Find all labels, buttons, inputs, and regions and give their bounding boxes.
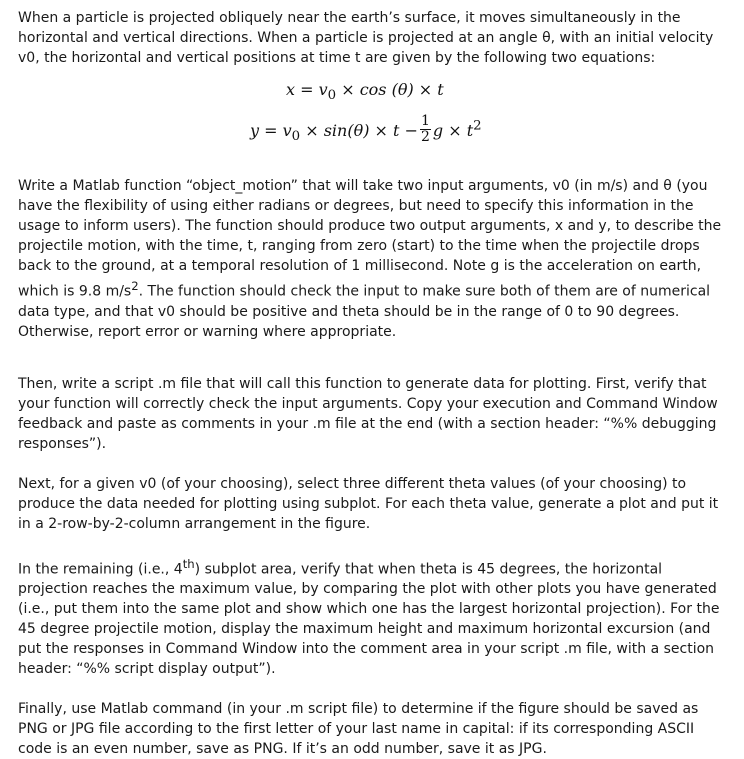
function-paragraph-text-before: Write a Matlab function “object_motion” that will take two input arguments, v0 (in m/s) and θ (you have the flexibility of using either radians or degrees, but need to specify this information in the usage to inform users). The function should produce two output arguments, x and y, to describe the projectile motion, with the time, t, ranging from zero (start) to the time when the projectile drops back to the ground, at a temporal resolution of 1 millisecond. Note g is the acceleration on earth, which is 9.8 m/s	[18, 178, 722, 300]
intro-paragraph: When a particle is projected obliquely near the earth’s surface, it moves simultaneously in the horizontal and vertical directions. When a particle is projected at an angle θ, with an initial velocity v0, the horizontal and vertical positions at time t are given by the following two equations:	[18, 10, 714, 66]
equation-y-lhs: y = v	[250, 121, 292, 140]
equation-x-subscript: 0	[327, 88, 337, 104]
function-paragraph-text-after: . The function should check the input to make sure both of them are of numerical data type, and that v0 should be positive and theta should be in the range of 0 to 90 degrees. Otherwise, report error or warning where appropriate.	[18, 283, 711, 340]
save-format-paragraph: Finally, use Matlab command (in your .m script file) to determine if the figure should be saved as PNG or JPG file according to the first letter of your last name in capital: if its corresponding ASCII code is an even number, save as PNG. If it’s an odd number, save it as JPG.	[18, 701, 699, 758]
equation-y-row	[18, 108, 730, 152]
fraction-denominator: 2	[420, 129, 430, 145]
equation-y-superscript: 2	[473, 118, 482, 134]
equation-y-fraction	[420, 114, 431, 145]
equations-block	[18, 78, 730, 152]
subplot-paragraph: Next, for a given v0 (of your choosing), select three different theta values (of your choosing) to produce the data needed for plotting using subplot. For each theta value, generate a plot and put it in a 2-row-by-2-column arrangement in the figure.	[18, 475, 719, 532]
script-paragraph: Then, write a script .m file that will call this function to generate data for plotting. First, verify that your function will correctly check the input arguments. Copy your execution and Command Window feedback and paste as comments in your .m file at the end (with a section header: “%% debugging responses”).	[18, 375, 718, 452]
remaining-subplot-paragraph	[18, 554, 730, 680]
function-paragraph	[18, 176, 730, 342]
equation-y-rhs: g × t	[432, 121, 474, 140]
fraction-numerator: 1	[420, 113, 430, 129]
equation-x-lhs: x = v	[286, 80, 328, 99]
remaining-subplot-text-before: In the remaining (i.e., 4	[18, 561, 183, 578]
equation-y-subscript: 0	[291, 129, 301, 145]
equation-x-rhs: × cos (θ) × t	[336, 80, 444, 99]
equation-x-row	[18, 78, 730, 108]
assignment-document	[18, 0, 730, 759]
equation-y-middle: × sin(θ) × t −	[300, 121, 418, 140]
equation-y	[250, 113, 482, 147]
function-paragraph-superscript: 2	[131, 279, 139, 293]
remaining-subplot-text-after: ) subplot area, verify that when theta is 45 degrees, the horizontal projection reaches the maximum value, by comparing the plot with other plots you have generated (i.e., put them into the same plot and show which one has the largest horizontal projection). For the 45 degree projectile motion, display the maximum height and maximum horizontal excursion (and put the responses in Command Window into the comment area in your script .m file, with a section header: “%% script display output”).	[18, 561, 720, 678]
remaining-subplot-superscript: th	[182, 556, 195, 571]
equation-x	[286, 80, 444, 106]
